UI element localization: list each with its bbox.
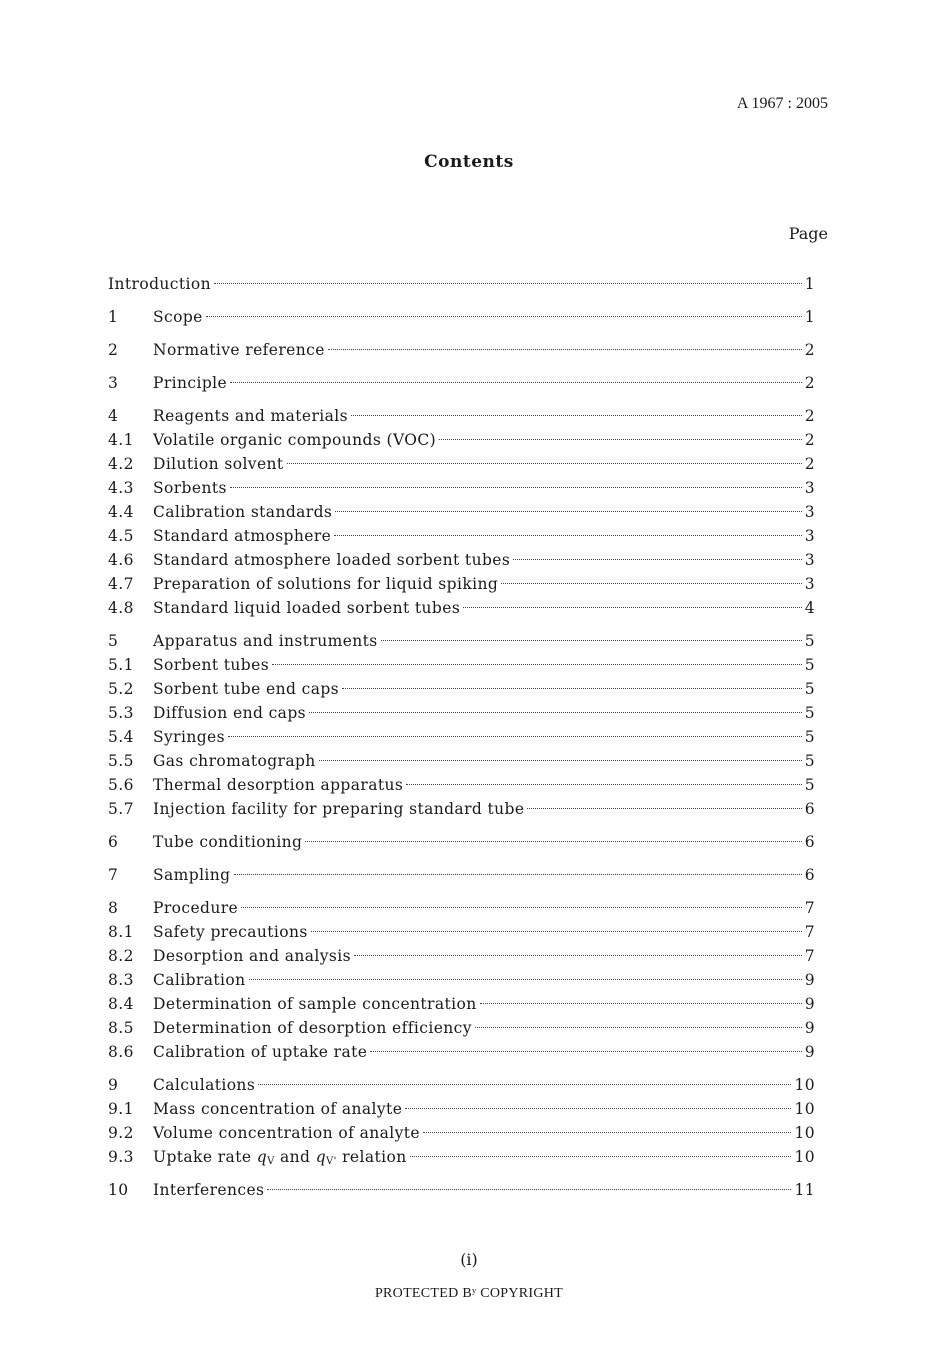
- toc-entry-label: Preparation of solutions for liquid spiking: [153, 575, 499, 593]
- toc-entry-number: 3: [108, 374, 119, 392]
- toc-entry-page: 4: [804, 599, 815, 617]
- toc-group: [108, 305, 815, 329]
- toc-group: [108, 896, 815, 1064]
- toc-entry-number: 9.2: [108, 1124, 134, 1142]
- label-part: and: [274, 1148, 316, 1166]
- toc-entry-page: 2: [804, 455, 815, 473]
- toc-entry-4-5[interactable]: [108, 524, 815, 548]
- toc-entry-number: 6: [108, 833, 119, 851]
- dot-leader: [206, 316, 802, 317]
- toc-entry-label: Principle: [153, 374, 228, 392]
- toc-entry-page: 10: [794, 1100, 815, 1118]
- toc-entry-label: Volume concentration of analyte: [153, 1124, 420, 1142]
- dot-leader: [309, 712, 802, 713]
- toc-entry-number: 8.2: [108, 947, 134, 965]
- toc-entry-label: Syringes: [153, 728, 225, 746]
- toc-entry-label: Interferences: [153, 1181, 265, 1199]
- toc-entry-number: 4.5: [108, 527, 134, 545]
- toc-entry-page: 9: [804, 995, 815, 1013]
- toc-group: [108, 1178, 815, 1202]
- toc-entry-number: 5.2: [108, 680, 134, 698]
- dot-leader: [228, 736, 802, 737]
- toc-entry-label: Sorbent tube end caps: [153, 680, 340, 698]
- toc-entry-label: Determination of sample concentration: [153, 995, 477, 1013]
- toc-entry-5-3[interactable]: [108, 701, 815, 725]
- toc-entry-label: Standard atmosphere loaded sorbent tubes: [153, 551, 511, 569]
- dot-leader: [287, 463, 802, 464]
- toc-entry-label: Gas chromatograph: [153, 752, 316, 770]
- toc-entry-page: 3: [804, 575, 815, 593]
- toc-entry-8[interactable]: [108, 896, 815, 920]
- toc-entry-page: 1: [804, 308, 815, 326]
- dot-leader: [249, 979, 802, 980]
- toc-entry-label: Introduction: [108, 275, 211, 293]
- toc-entry-9-2[interactable]: [108, 1121, 815, 1145]
- toc-entry-number: 7: [108, 866, 119, 884]
- toc-entry-label: Injection facility for preparing standard tube: [153, 800, 525, 818]
- toc-entry-label: Determination of desorption efficiency: [153, 1019, 472, 1037]
- dot-leader: [267, 1189, 791, 1190]
- toc-entry-label: Calibration: [153, 971, 246, 989]
- toc-entry-8-2[interactable]: [108, 944, 815, 968]
- toc-entry-label: Normative reference: [153, 341, 325, 359]
- toc-entry-label: Volatile organic compounds (VOC): [153, 431, 437, 449]
- toc-entry-number: 2: [108, 341, 119, 359]
- toc-entry-label: Tube conditioning: [153, 833, 303, 851]
- toc-entry-7[interactable]: [108, 863, 815, 887]
- toc-entry-number: 8.5: [108, 1019, 134, 1037]
- toc-entry-number: 4.3: [108, 479, 134, 497]
- label-part: relation: [336, 1148, 407, 1166]
- toc-entry-page: 5: [804, 752, 815, 770]
- toc-entry-page: 10: [794, 1076, 815, 1094]
- dot-leader: [305, 841, 801, 842]
- dot-leader: [234, 874, 802, 875]
- toc-entry-label: Dilution solvent: [153, 455, 284, 473]
- toc-entry-number: 5.7: [108, 800, 134, 818]
- toc-entry-8-1[interactable]: [108, 920, 815, 944]
- toc-entry-label: Desorption and analysis: [153, 947, 351, 965]
- toc-entry-number: 1: [108, 308, 119, 326]
- toc-entry-label: Sampling: [153, 866, 231, 884]
- toc-entry-number: 4.4: [108, 503, 134, 521]
- toc-entry-page: 5: [804, 728, 815, 746]
- dot-leader: [230, 487, 802, 488]
- dot-leader: [439, 439, 802, 440]
- dot-leader: [480, 1003, 802, 1004]
- dot-leader: [241, 907, 802, 908]
- dot-leader: [527, 808, 801, 809]
- toc-entry-number: 9.3: [108, 1148, 134, 1166]
- toc-entry-number: 4.7: [108, 575, 134, 593]
- toc-entry-page: 5: [804, 704, 815, 722]
- toc-entry-5-6[interactable]: [108, 773, 815, 797]
- dot-leader: [513, 559, 802, 560]
- toc-entry-label: Calibration standards: [153, 503, 333, 521]
- toc-entry-page: 2: [804, 341, 815, 359]
- toc-entry-label: Scope: [153, 308, 203, 326]
- toc-entry-page: 5: [804, 656, 815, 674]
- label-part: q: [256, 1148, 268, 1166]
- toc-entry-label: Diffusion end caps: [153, 704, 306, 722]
- toc-entry-page: 7: [804, 923, 815, 941]
- toc-entry-8-5[interactable]: [108, 1016, 815, 1040]
- toc-entry-4-1[interactable]: [108, 428, 815, 452]
- toc-entry-number: 4.8: [108, 599, 134, 617]
- toc-entry-number: 5.6: [108, 776, 134, 794]
- toc-entry-page: 3: [804, 551, 815, 569]
- toc-entry-number: 4: [108, 407, 119, 425]
- toc-entry-5-5[interactable]: [108, 749, 815, 773]
- toc-entry-page: 11: [794, 1181, 815, 1199]
- toc-entry-number: 4.2: [108, 455, 134, 473]
- toc-entry-number: 9.1: [108, 1100, 134, 1118]
- toc-entry-8-4[interactable]: [108, 992, 815, 1016]
- toc-entry-label: Sorbents: [153, 479, 227, 497]
- toc-entry-10[interactable]: [108, 1178, 815, 1202]
- toc-entry-4-2[interactable]: [108, 452, 815, 476]
- toc-entry-5-1[interactable]: [108, 653, 815, 677]
- toc-entry-number: 5.5: [108, 752, 134, 770]
- toc-entry-page: 9: [804, 1019, 815, 1037]
- toc-entry-label: Mass concentration of analyte: [153, 1100, 403, 1118]
- toc-entry-page: 7: [804, 899, 815, 917]
- toc-entry-label: Apparatus and instruments: [153, 632, 378, 650]
- toc-entry-page: 6: [804, 800, 815, 818]
- toc-entry-5-2[interactable]: [108, 677, 815, 701]
- dot-leader: [342, 688, 802, 689]
- toc-entry-page: 5: [804, 632, 815, 650]
- toc-entry-page: 9: [804, 1043, 815, 1061]
- toc-entry-4-4[interactable]: [108, 500, 815, 524]
- table-of-contents: [108, 272, 815, 1211]
- toc-entry-page: 6: [804, 866, 815, 884]
- label-part: Uptake rate: [153, 1148, 257, 1166]
- dot-leader: [319, 760, 802, 761]
- toc-entry-page: 2: [804, 374, 815, 392]
- toc-entry-8-6[interactable]: [108, 1040, 815, 1064]
- dot-leader: [334, 535, 802, 536]
- toc-entry-4-3[interactable]: [108, 476, 815, 500]
- contents-title: Contents: [424, 152, 514, 172]
- toc-entry-page: 7: [804, 947, 815, 965]
- toc-entry-number: 4.6: [108, 551, 134, 569]
- toc-entry-5-7[interactable]: [108, 797, 815, 821]
- toc-entry-label: Standard atmosphere: [153, 527, 332, 545]
- toc-entry-9-3[interactable]: [108, 1145, 815, 1169]
- dot-leader: [328, 349, 802, 350]
- toc-entry-4-6[interactable]: [108, 548, 815, 572]
- toc-entry-label: Standard liquid loaded sorbent tubes: [153, 599, 461, 617]
- dot-leader: [335, 511, 801, 512]
- label-part: V': [326, 1156, 337, 1167]
- toc-group: [108, 830, 815, 854]
- toc-entry-number: 4.1: [108, 431, 134, 449]
- toc-entry-label: Thermal desorption apparatus: [153, 776, 404, 794]
- page-folio: (i): [460, 1250, 478, 1269]
- dot-leader: [272, 664, 802, 665]
- toc-entry-page: 3: [804, 527, 815, 545]
- toc-group: [108, 629, 815, 821]
- dot-leader: [311, 931, 802, 932]
- toc-entry-label: [153, 1145, 407, 1174]
- toc-entry-page: 10: [794, 1124, 815, 1142]
- dot-leader: [351, 415, 802, 416]
- dot-leader: [463, 607, 802, 608]
- toc-entry-page: 10: [794, 1148, 815, 1166]
- toc-entry-5-4[interactable]: [108, 725, 815, 749]
- toc-entry-6[interactable]: [108, 830, 815, 854]
- toc-group: [108, 404, 815, 620]
- toc-entry-label: Safety precautions: [153, 923, 308, 941]
- toc-group: [108, 863, 815, 887]
- toc-entry-page: 5: [804, 680, 815, 698]
- toc-entry-page: 3: [804, 479, 815, 497]
- dot-leader: [410, 1156, 792, 1157]
- toc-entry-number: 8.3: [108, 971, 134, 989]
- toc-entry-label: Calculations: [153, 1076, 256, 1094]
- toc-entry-5[interactable]: [108, 629, 815, 653]
- dot-leader: [423, 1132, 792, 1133]
- toc-entry-4-8[interactable]: [108, 596, 815, 620]
- toc-entry-label: Procedure: [153, 899, 239, 917]
- toc-entry-8-3[interactable]: [108, 968, 815, 992]
- document-code: A 1967 : 2005: [736, 95, 828, 112]
- label-part: q: [315, 1148, 327, 1166]
- toc-entry-page: 2: [804, 407, 815, 425]
- toc-group: [108, 338, 815, 362]
- toc-entry-page: 2: [804, 431, 815, 449]
- toc-group: [108, 1073, 815, 1169]
- toc-entry-page: 9: [804, 971, 815, 989]
- toc-entry-number: 9: [108, 1076, 119, 1094]
- toc-entry-number: 5.4: [108, 728, 134, 746]
- toc-entry-3[interactable]: [108, 371, 815, 395]
- dot-leader: [405, 1108, 791, 1109]
- toc-group-intro: [108, 272, 815, 296]
- toc-entry-page: 6: [804, 833, 815, 851]
- toc-entry-label: Calibration of uptake rate: [153, 1043, 368, 1061]
- toc-entry-4[interactable]: [108, 404, 815, 428]
- dot-leader: [214, 283, 802, 284]
- toc-entry-page: 1: [804, 275, 815, 293]
- toc-entry-label: Reagents and materials: [153, 407, 349, 425]
- toc-entry-number: 5: [108, 632, 119, 650]
- toc-entry-page: 3: [804, 503, 815, 521]
- toc-entry-number: 8.1: [108, 923, 134, 941]
- dot-leader: [406, 784, 802, 785]
- toc-entry-2[interactable]: [108, 338, 815, 362]
- toc-entry-number: 10: [108, 1181, 129, 1199]
- toc-entry-9[interactable]: [108, 1073, 815, 1097]
- toc-entry-number: 8.4: [108, 995, 134, 1013]
- toc-entry-9-1[interactable]: [108, 1097, 815, 1121]
- toc-group: [108, 371, 815, 395]
- toc-entry-number: 8.6: [108, 1043, 134, 1061]
- toc-entry-4-7[interactable]: [108, 572, 815, 596]
- dot-leader: [370, 1051, 801, 1052]
- toc-entry-introduction[interactable]: [108, 272, 815, 296]
- toc-entry-label: Sorbent tubes: [153, 656, 270, 674]
- dot-leader: [501, 583, 802, 584]
- toc-entry-1[interactable]: [108, 305, 815, 329]
- toc-entry-number: 5.1: [108, 656, 134, 674]
- dot-leader: [354, 955, 802, 956]
- dot-leader: [258, 1084, 791, 1085]
- copyright-notice: PROTECTED Bʸ COPYRIGHT: [374, 1286, 564, 1301]
- toc-entry-page: 5: [804, 776, 815, 794]
- toc-entry-number: 5.3: [108, 704, 134, 722]
- dot-leader: [475, 1027, 802, 1028]
- page-column-heading: Page: [788, 224, 828, 243]
- dot-leader: [381, 640, 802, 641]
- label-part: V: [267, 1156, 275, 1167]
- toc-entry-number: 8: [108, 899, 119, 917]
- dot-leader: [230, 382, 802, 383]
